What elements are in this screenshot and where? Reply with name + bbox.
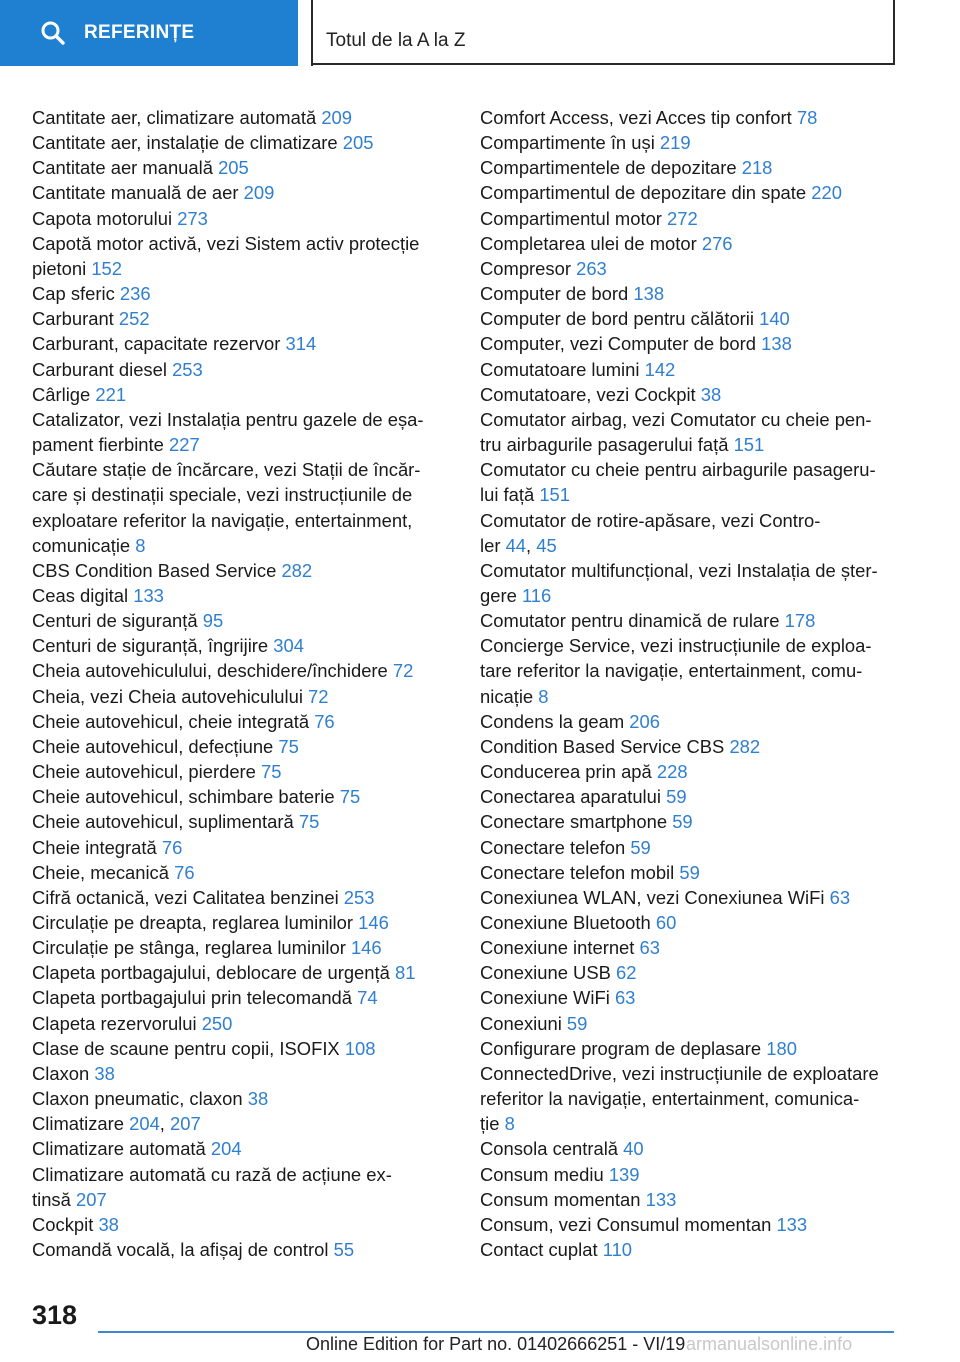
page-link[interactable]: 75: [278, 735, 299, 757]
page-link[interactable]: 272: [667, 207, 698, 229]
page-link[interactable]: 40: [623, 1138, 644, 1160]
page-link[interactable]: 59: [672, 811, 693, 833]
index-entry: [480, 130, 900, 155]
index-entry-text: Cantitate aer manuală 205: [32, 157, 249, 179]
index-entry-text: Comutator de rotire-apăsare, vezi Contro-: [480, 509, 821, 531]
page-link[interactable]: 59: [630, 836, 651, 858]
index-entry-text: Condens la geam 206: [480, 710, 660, 732]
index-entry-text: tare referitor la navigație, entertainment, comu-: [480, 660, 863, 682]
page-link[interactable]: 72: [308, 685, 329, 707]
index-entry: [480, 1136, 900, 1161]
page-link[interactable]: 62: [615, 962, 637, 984]
index-entry: [32, 1212, 442, 1237]
page-link[interactable]: 59: [566, 1012, 588, 1034]
index-entry-text: Claxon 38: [32, 1062, 115, 1084]
page-link[interactable]: 38: [700, 383, 722, 405]
index-entry-text: Conectare smartphone 59: [480, 811, 693, 833]
page-link[interactable]: 38: [94, 1062, 115, 1084]
index-entry-text: Clase de scaune pentru copii, ISOFIX 108: [32, 1037, 376, 1059]
page-link[interactable]: 81: [394, 962, 416, 984]
index-entry-text: Carburant 252: [32, 308, 150, 330]
tab-divider: [311, 0, 313, 66]
index-entry: [480, 558, 900, 608]
index-entry: [480, 709, 900, 734]
index-entry-text: Compresor 263: [480, 257, 607, 279]
index-entry: [32, 658, 442, 683]
index-entry: [32, 960, 442, 985]
page-link[interactable]: 110: [602, 1239, 633, 1261]
index-entry-text: Cheie autovehicul, defecțiune 75: [32, 735, 299, 757]
page-link[interactable]: 304: [273, 635, 304, 657]
index-entry-text: gere 116: [480, 584, 552, 606]
page-link[interactable]: 76: [314, 710, 335, 732]
index-entry-text: Clapeta portbagajului, deblocare de urgență 81: [32, 962, 416, 984]
page-link[interactable]: 60: [655, 912, 677, 933]
index-entry: [32, 684, 442, 709]
index-entry: [480, 1036, 900, 1061]
index-entry-text: Cheie autovehicul, suplimentară 75: [32, 811, 320, 833]
index-entry-text: referitor la navigație, entertainment, comunica-: [480, 1088, 860, 1110]
index-entry: [32, 1136, 442, 1161]
index-entry-text: Climatizare automată cu rază de acțiune ex-: [32, 1163, 392, 1185]
index-entry: [480, 1162, 900, 1187]
index-entry: [32, 885, 442, 910]
index-entry-text: Catalizator, vezi Instalația pentru gazele de eșa-: [32, 408, 424, 430]
search-icon: [40, 20, 66, 46]
index-entry-text: Computer de bord pentru călătorii 140: [480, 308, 790, 330]
index-entry-text: Cockpit 38: [32, 1213, 119, 1235]
page-link[interactable]: 209: [321, 107, 352, 128]
index-entry: [480, 206, 900, 231]
index-entry-text: Comutator pentru dinamică de rulare 178: [480, 610, 816, 632]
page-link[interactable]: 44: [505, 534, 527, 556]
index-entry: [480, 231, 900, 256]
page-link[interactable]: 142: [644, 358, 676, 380]
page-link[interactable]: 116: [521, 584, 552, 606]
index-entry-text: Conexiune USB 62: [480, 962, 637, 984]
index-entry-text: Circulație pe stânga, reglarea luminilor 146: [32, 937, 382, 959]
index-entry: [480, 281, 900, 306]
index-entry-text: Cheie, mecanică 76: [32, 861, 195, 883]
index-entry-text: Cantitate aer, climatizare automată 209: [32, 107, 352, 128]
index-entry-text: Consum, vezi Consumul momentan 133: [480, 1213, 808, 1235]
index-entry: [32, 1061, 442, 1086]
index-entry-text: Centuri de siguranță 95: [32, 610, 224, 632]
index-entry: [32, 457, 442, 558]
footer-rule: [98, 1331, 894, 1333]
page-link[interactable]: 218: [741, 157, 773, 179]
page-link[interactable]: 63: [639, 937, 660, 959]
index-entry-text: Computer, vezi Computer de bord 138: [480, 333, 792, 355]
index-entry: [32, 583, 442, 608]
index-entry: [480, 1061, 900, 1136]
page-link[interactable]: 78: [796, 107, 818, 128]
page-link[interactable]: 75: [339, 786, 361, 808]
index-entry-text: Comfort Access, vezi Acces tip confort 78: [480, 107, 818, 128]
page-link[interactable]: 139: [608, 1163, 640, 1185]
index-entry: [480, 935, 900, 960]
index-entry: [32, 231, 442, 281]
index-entry-text: Completarea ulei de motor 276: [480, 232, 733, 254]
index-entry: [480, 357, 900, 382]
watermark: armanualsonline.info: [686, 1334, 853, 1354]
index-entry: [32, 155, 442, 180]
page-link[interactable]: 282: [281, 559, 313, 581]
index-entry: [32, 759, 442, 784]
index-entry-text: Centuri de siguranță, îngrijire 304: [32, 635, 304, 657]
index-column-right: [480, 105, 900, 1262]
index-entry: [32, 1162, 442, 1212]
index-entry-text: Compartimente în uși 219: [480, 132, 691, 154]
page-link[interactable]: 133: [133, 584, 164, 606]
index-entry-text: Conexiune WiFi 63: [480, 987, 636, 1009]
index-entry-text: Conectare telefon mobil 59: [480, 861, 700, 883]
index-entry-text: Climatizare 204, 207: [32, 1113, 201, 1135]
page-link[interactable]: 252: [118, 308, 150, 330]
index-entry-text: Compartimentele de depozitare 218: [480, 157, 773, 179]
index-entry: [32, 281, 442, 306]
index-entry: [480, 633, 900, 708]
index-entry-text: Conexiuni 59: [480, 1012, 588, 1034]
index-entry: [480, 1011, 900, 1036]
index-entry: [32, 105, 442, 130]
index-entry: [480, 256, 900, 281]
index-entry-text: Comutator airbag, vezi Comutator cu cheie pen-: [480, 408, 872, 430]
index-entry: [32, 130, 442, 155]
index-entry: [480, 608, 900, 633]
index-entry: [32, 206, 442, 231]
index-entry: [480, 910, 900, 935]
index-entry: [32, 910, 442, 935]
page-link[interactable]: 236: [119, 283, 151, 305]
edition-info: Online Edition for Part no. 01402666251 - VI/19: [306, 1334, 686, 1354]
index-entry: [480, 985, 900, 1010]
page-link[interactable]: 220: [811, 182, 842, 204]
page-link[interactable]: 221: [95, 383, 127, 405]
page-link[interactable]: 38: [247, 1088, 269, 1110]
index-entry-text: Claxon pneumatic, claxon 38: [32, 1088, 269, 1110]
page-link[interactable]: 8: [504, 1113, 515, 1135]
page-link[interactable]: 140: [759, 308, 790, 330]
page-link[interactable]: 108: [344, 1037, 376, 1059]
index-entry: [480, 508, 900, 558]
index-entry: [480, 734, 900, 759]
index-entry-text: ConnectedDrive, vezi instrucțiunile de exploatare: [480, 1062, 879, 1084]
index-entry-text: Consum mediu 139: [480, 1163, 640, 1185]
index-entry-text: Conexiunea WLAN, vezi Conexiunea WiFi 63: [480, 886, 851, 908]
index-entry: [32, 1036, 442, 1061]
page-link[interactable]: 253: [172, 358, 203, 380]
index-entry: [480, 960, 900, 985]
index-entry: [480, 306, 900, 331]
tab-references[interactable]: [0, 0, 298, 66]
index-entry-text: Comandă vocală, la afișaj de control 55: [32, 1239, 355, 1261]
index-entry: [32, 935, 442, 960]
index-entry: [32, 180, 442, 205]
page-link[interactable]: 209: [243, 182, 275, 204]
page-link[interactable]: 205: [218, 157, 249, 179]
page-link[interactable]: 8: [538, 685, 549, 707]
index-entry: [32, 1086, 442, 1111]
page-link[interactable]: 205: [342, 132, 374, 154]
page-link[interactable]: 45: [536, 534, 557, 556]
index-entry: [32, 860, 442, 885]
page-link[interactable]: 72: [392, 660, 414, 682]
page-link[interactable]: 263: [576, 257, 607, 279]
tab-frame-underline: [311, 63, 895, 65]
index-entry-text: Circulație pe dreapta, reglarea luminilor 146: [32, 912, 389, 933]
page-link[interactable]: 59: [666, 786, 687, 808]
index-entry-text: Comutator multifuncțional, vezi Instalația de șter-: [480, 559, 878, 581]
page-link[interactable]: 206: [629, 710, 660, 732]
index-entry: [480, 835, 900, 860]
page-link[interactable]: 180: [766, 1037, 797, 1059]
page-link[interactable]: 207: [170, 1113, 201, 1135]
index-entry-text: Conectarea aparatului 59: [480, 786, 687, 808]
page-link[interactable]: 228: [656, 761, 688, 783]
index-entry: [480, 759, 900, 784]
page-link[interactable]: 207: [75, 1188, 107, 1210]
page-number: 318: [32, 1300, 78, 1330]
index-entry: [32, 558, 442, 583]
page-header: [0, 0, 960, 66]
page-link[interactable]: 204: [129, 1113, 160, 1135]
page-link[interactable]: 75: [298, 811, 320, 833]
index-entry: [32, 1111, 442, 1136]
page-link[interactable]: 55: [333, 1239, 355, 1261]
index-entry-text: Cantitate manuală de aer 209: [32, 182, 275, 204]
page-link[interactable]: 253: [343, 886, 375, 908]
index-entry-text: Comutator cu cheie pentru airbagurile pasageru-: [480, 459, 876, 481]
index-entry: [480, 457, 900, 507]
index-entry: [480, 331, 900, 356]
page-link[interactable]: 76: [174, 861, 195, 883]
index-entry-text: Cifră octanică, vezi Calitatea benzinei 253: [32, 886, 375, 908]
index-entry: [480, 105, 900, 130]
index-entry-text: tinsă 207: [32, 1188, 107, 1210]
tab-references-label: REFERINȚE: [84, 22, 195, 43]
page-link[interactable]: 63: [614, 987, 636, 1009]
index-entry-text: lui față 151: [480, 484, 570, 506]
index-entry-text: ție 8: [480, 1113, 515, 1135]
page-link[interactable]: 95: [202, 610, 224, 632]
index-entry-text: Conectare telefon 59: [480, 836, 651, 858]
page-link[interactable]: 74: [357, 987, 378, 1009]
index-entry-text: nicație 8: [480, 685, 549, 707]
index-entry-text: Cheia, vezi Cheia autovehiculului 72: [32, 685, 329, 707]
page-link[interactable]: 178: [784, 610, 816, 632]
page-link[interactable]: 282: [729, 735, 761, 757]
page-link[interactable]: 151: [539, 484, 570, 506]
index-entry-text: care și destinații speciale, vezi instrucțiunile de: [32, 484, 413, 506]
index-entry: [480, 860, 900, 885]
index-entry-text: Cârlige 221: [32, 383, 127, 405]
index-entry-text: Capotă motor activă, vezi Sistem activ protecție: [32, 232, 420, 254]
index-entry: [480, 885, 900, 910]
index-entry-text: Consum momentan 133: [480, 1188, 677, 1210]
page-link[interactable]: 146: [350, 937, 382, 959]
index-entry: [32, 1237, 442, 1262]
page-link[interactable]: 138: [761, 333, 792, 355]
page-link[interactable]: 76: [161, 836, 183, 858]
index-entry-text: Cheie integrată 76: [32, 836, 183, 858]
index-entry: [32, 809, 442, 834]
index-entry-text: Configurare program de deplasare 180: [480, 1037, 797, 1059]
index-entry: [32, 331, 442, 356]
index-entry: [32, 1011, 442, 1036]
index-entry-text: Clapeta portbagajului prin telecomandă 74: [32, 987, 378, 1009]
index-column-left: [32, 105, 442, 1262]
page-link[interactable]: 276: [701, 232, 733, 254]
page-link[interactable]: 38: [98, 1213, 119, 1235]
index-entry-text: Cheia autovehiculului, deschidere/închidere 72: [32, 660, 414, 682]
index-entry-text: Condition Based Service CBS 282: [480, 735, 761, 757]
index-entry: [32, 633, 442, 658]
index-entry: [480, 180, 900, 205]
index-entry-text: Ceas digital 133: [32, 584, 164, 606]
index-entry: [480, 784, 900, 809]
index-entry: [32, 709, 442, 734]
index-entry-text: Climatizare automată 204: [32, 1138, 242, 1160]
index-entry-text: ler 44, 45: [480, 534, 557, 556]
index-entry-text: Conexiune Bluetooth 60: [480, 912, 677, 933]
page-link[interactable]: 314: [285, 333, 317, 355]
index-entry: [32, 734, 442, 759]
index-entry: [32, 306, 442, 331]
index-entry: [32, 608, 442, 633]
index-entry: [480, 1187, 900, 1212]
index-entry-text: exploatare referitor la navigație, entertainment,: [32, 509, 413, 531]
index-entry-text: Cap sferic 236: [32, 283, 151, 305]
index-entry: [32, 835, 442, 860]
page-link[interactable]: 204: [210, 1138, 242, 1160]
index-entry-text: Cantitate aer, instalație de climatizare 205: [32, 132, 374, 154]
page-link[interactable]: 151: [733, 434, 765, 456]
index-entry-text: Capota motorului 273: [32, 207, 208, 229]
index-entry-text: tru airbagurile pasagerului față 151: [480, 434, 765, 456]
page-link[interactable]: 250: [201, 1012, 233, 1034]
index-entry-text: Compartimentul de depozitare din spate 220: [480, 182, 842, 204]
index-entry-text: Cheie autovehicul, pierdere 75: [32, 761, 282, 783]
index-entry-text: Conexiune internet 63: [480, 937, 660, 959]
index-entry-text: comunicație 8: [32, 534, 146, 556]
page-link[interactable]: 152: [91, 257, 123, 279]
index-entry: [32, 357, 442, 382]
index-entry: [480, 382, 900, 407]
page-link[interactable]: 227: [169, 434, 200, 456]
index-entry-text: Conducerea prin apă 228: [480, 761, 688, 783]
page-link[interactable]: 133: [776, 1213, 808, 1235]
index-entry-text: Cheie autovehicul, cheie integrată 76: [32, 710, 335, 732]
index-entry-text: Comutatoare, vezi Cockpit 38: [480, 383, 722, 405]
index-entry-text: Cheie autovehicul, schimbare baterie 75: [32, 786, 361, 808]
page-link[interactable]: 138: [633, 283, 665, 305]
index-entry-text: Comutatoare lumini 142: [480, 358, 676, 380]
index-entry: [480, 407, 900, 457]
index-entry: [32, 985, 442, 1010]
index-entry: [480, 1237, 900, 1262]
tab-frame-edge: [893, 0, 895, 64]
page-link[interactable]: 133: [645, 1188, 677, 1210]
index-entry: [32, 784, 442, 809]
index-entry-text: Carburant diesel 253: [32, 358, 203, 380]
page-link[interactable]: 219: [659, 132, 691, 154]
page-link[interactable]: 59: [679, 861, 700, 883]
index-entry-text: Căutare stație de încărcare, vezi Stații de încăr-: [32, 459, 421, 481]
index-entry: [480, 155, 900, 180]
page-link[interactable]: 273: [177, 207, 208, 229]
index-entry-text: Carburant, capacitate rezervor 314: [32, 333, 317, 355]
index-entry: [480, 809, 900, 834]
index-entry-text: Contact cuplat 110: [480, 1239, 633, 1261]
index-entry: [480, 1212, 900, 1237]
index-entry-text: Consola centrală 40: [480, 1138, 644, 1160]
index-entry-text: pament fierbinte 227: [32, 434, 200, 456]
index-entry: [32, 382, 442, 407]
index-entry-text: Concierge Service, vezi instrucțiunile de exploa-: [480, 635, 872, 657]
index-entry-text: pietoni 152: [32, 257, 123, 279]
index-entry-text: Clapeta rezervorului 250: [32, 1012, 233, 1034]
index-entry: [32, 407, 442, 457]
page-link[interactable]: 75: [261, 761, 282, 783]
page-link[interactable]: 8: [135, 534, 146, 556]
section-title[interactable]: Totul de la A la Z: [326, 30, 466, 51]
index-entry-text: CBS Condition Based Service 282: [32, 559, 313, 581]
index-entry-text: Computer de bord 138: [480, 283, 665, 305]
page-link[interactable]: 63: [829, 886, 851, 908]
page-link[interactable]: 146: [358, 912, 389, 933]
index-entry-text: Compartimentul motor 272: [480, 207, 698, 229]
